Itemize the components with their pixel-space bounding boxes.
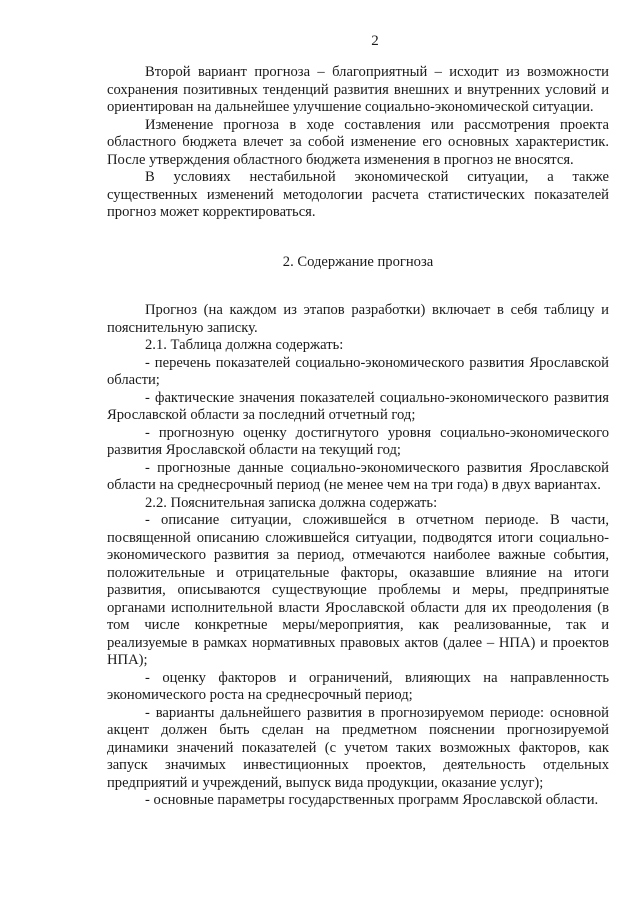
note-item-state-programs: - основные параметры государственных программ Ярославской области. xyxy=(145,792,599,808)
note-item-development-variants: - варианты дальнейшего развития в прогнозируемом периоде: основной акцент должен быть сделан на предметном пояснении прогнозируемой динамики значений показателей (с учетом таких возможных факторов, как запуск значимых инвестиционных проектов, деятельность отдельных предприятий и учреждений, выпуск вида продукции, оказание услуг); xyxy=(107,704,609,791)
note-requirements-header: 2.2. Пояснительная записка должна содержать: xyxy=(145,494,438,511)
paragraph-favorable-variant: Второй вариант прогноза – благоприятный – исходит из возможности сохранения позитивных тенденций развития внешних и внутренних условий и ориентирован на дальнейшее улучшение социально-экономической ситуации. xyxy=(107,64,609,115)
note-item-situation-description: - описание ситуации, сложившейся в отчетном периоде. В части, посвященной описанию сложившейся ситуации, подводятся итоги социально-экономического развития за период, отмечаются наиболее важные события, положительные и отрицательные факторы, оказавшие влияние на итоги развития, описываются существующие проблемы и меры, предпринятые органами исполнительной власти Ярославской области для их преодоления (в том числе конкретные меры/мероприятия, как реализованные, так и реализуемые в рамках нормативных правовых актов (далее – НПА) и проектов НПА); xyxy=(107,512,609,668)
paragraph-forecast-change: Изменение прогноза в ходе составления или рассмотрения проекта областного бюджета влечет за собой изменение его основных характеристик. После утверждения областного бюджета изменения в прогноз не вносятся. xyxy=(107,116,609,168)
section-heading: 2. Содержание прогноза xyxy=(282,253,434,270)
document-body xyxy=(107,64,609,810)
section-intro: Прогноз (на каждом из этапов разработки) включает в себя таблицу и пояснительную записку. xyxy=(107,302,609,336)
table-item-indicators-list: - перечень показателей социально-экономического развития Ярославской области; xyxy=(107,354,609,388)
table-requirements-header: 2.1. Таблица должна содержать: xyxy=(145,337,344,353)
note-item-factors-assessment: - оценку факторов и ограничений, влияющих на направленность экономического роста на среднесрочный период; xyxy=(107,669,609,703)
paragraph-unstable-conditions: В условиях нестабильной экономической ситуации, а также существенных изменений методологии расчета статистических показателей прогноз может корректироваться. xyxy=(107,169,609,220)
table-item-current-year-estimate: - прогнозную оценку достигнутого уровня социально-экономического развития Ярославской области на текущий год; xyxy=(107,424,609,458)
table-item-medium-term-forecast: - прогнозные данные социально-экономического развития Ярославской области на среднесрочный период (не менее чем на три года) в двух вариантах. xyxy=(107,459,609,493)
table-item-actual-values: - фактические значения показателей социально-экономического развития Ярославской области за последний отчетный год; xyxy=(107,389,609,423)
page-number: 2 xyxy=(371,33,379,49)
